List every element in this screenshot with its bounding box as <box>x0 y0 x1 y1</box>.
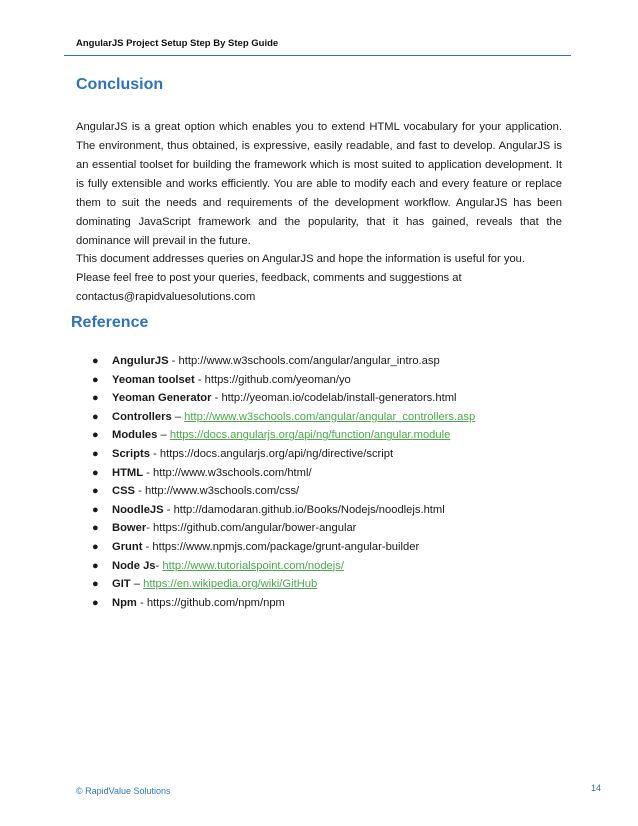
bullet-icon: ● <box>92 578 99 591</box>
list-item <box>92 371 572 390</box>
reference-separator: – <box>171 410 185 423</box>
reference-name: HTML <box>112 466 144 479</box>
reference-url: https://www.npmjs.com/package/grunt-angular-builder <box>152 540 420 553</box>
reference-url: http://www.w3schools.com/html/ <box>153 466 312 479</box>
bullet-icon: ● <box>92 355 99 367</box>
reference-url: https://docs.angularjs.org/api/ng/directive/script <box>159 447 394 460</box>
footer-copyright: © RapidValue Solutions <box>76 786 171 796</box>
contact-line-1: This document addresses queries on AngularJS and hope the information is useful for you. <box>76 253 526 265</box>
reference-name: GIT <box>112 578 131 591</box>
conclusion-heading: Conclusion <box>76 76 164 93</box>
list-item <box>92 482 572 501</box>
list-item <box>92 557 572 576</box>
reference-separator: - <box>194 373 205 386</box>
reference-separator: - <box>149 447 160 460</box>
reference-link[interactable]: http://www.w3schools.com/angular/angular_controllers.asp <box>184 410 476 423</box>
conclusion-paragraph: AngularJS is a great option which enables you to extend HTML vocabulary for your application. The environment, thus obtained, is expressive, easily readable, and fast to develop. AngularJS is an essential toolset for building the framework which is most suited to application development. It is fully extensible and works efficiently. You are able to modify each and every feature or replace them to suit the needs and requirements of the development workflow. AngularJS has been dominating JavaScript framework and the popularity, that it has gained, reveals that the dominance will prevail in the future. <box>76 121 562 247</box>
bullet-icon: ● <box>92 522 99 535</box>
reference-name: AngulurJS <box>112 355 169 367</box>
bullet-icon: ● <box>92 447 99 460</box>
bullet-icon: ● <box>92 596 99 609</box>
list-item <box>92 538 572 557</box>
reference-name: Scripts <box>112 447 150 460</box>
bullet-icon: ● <box>92 410 99 423</box>
reference-name: Node Js <box>112 559 156 572</box>
reference-name: Grunt <box>112 540 143 553</box>
bullet-icon: ● <box>92 373 99 386</box>
running-header: AngularJS Project Setup Step By Step Guide <box>76 38 279 49</box>
reference-link[interactable]: https://docs.angularjs.org/api/ng/function/angular.module <box>169 429 451 442</box>
list-item <box>92 575 572 594</box>
reference-separator: - <box>211 392 222 405</box>
reference-separator: - <box>155 559 163 572</box>
page-number: 14 <box>591 783 602 793</box>
reference-separator: - <box>135 485 145 498</box>
reference-name: Npm <box>112 596 137 609</box>
reference-list <box>92 352 572 612</box>
list-item <box>92 501 572 520</box>
reference-heading: Reference <box>71 314 149 331</box>
list-item <box>92 464 572 483</box>
reference-url: https://github.com/npm/npm <box>146 596 285 609</box>
list-item <box>92 389 572 408</box>
reference-name: Yeoman Generator <box>112 392 212 405</box>
list-item <box>92 594 572 613</box>
contact-paragraph <box>76 250 562 307</box>
list-item <box>92 408 572 427</box>
reference-url: http://damodaran.github.io/Books/Nodejs/noodlejs.html <box>173 503 445 516</box>
bullet-icon: ● <box>92 540 99 553</box>
list-item <box>92 519 572 538</box>
reference-url: http://www.w3schools.com/css/ <box>144 485 300 498</box>
list-item <box>92 352 572 371</box>
reference-separator: – <box>130 578 144 591</box>
bullet-icon: ● <box>92 485 99 498</box>
reference-separator: - <box>163 503 174 516</box>
bullet-icon: ● <box>92 559 99 572</box>
bullet-icon: ● <box>92 429 99 442</box>
contact-line-2: Please feel free to post your queries, feedback, comments and suggestions at <box>76 272 462 284</box>
bullet-icon: ● <box>92 392 99 405</box>
reference-name: Controllers <box>112 410 172 423</box>
list-item <box>92 445 572 464</box>
reference-separator: - <box>168 355 179 367</box>
list-item <box>92 426 572 445</box>
bullet-icon: ● <box>92 503 99 516</box>
reference-separator: - <box>146 522 154 535</box>
reference-separator: - <box>136 596 147 609</box>
reference-name: Yeoman toolset <box>112 373 195 386</box>
reference-name: NoodleJS <box>112 503 164 516</box>
bullet-icon: ● <box>92 466 99 479</box>
reference-link[interactable]: http://www.tutorialspoint.com/nodejs/ <box>162 559 344 572</box>
reference-separator: – <box>157 429 170 442</box>
reference-url: https://github.com/yeoman/yo <box>204 373 351 386</box>
contact-email: contactus@rapidvaluesolutions.com <box>76 291 256 303</box>
reference-link[interactable]: https://en.wikipedia.org/wiki/GitHub <box>143 578 318 591</box>
reference-name: Bower <box>112 522 147 535</box>
reference-url: http://www.w3schools.com/angular/angular_intro.asp <box>178 355 440 367</box>
reference-name: Modules <box>112 429 158 442</box>
reference-url: http://yeoman.io/codelab/install-generators.html <box>221 392 457 405</box>
reference-url: https://github.com/angular/bower-angular <box>153 522 357 535</box>
reference-separator: - <box>143 466 154 479</box>
reference-name: CSS <box>112 485 136 498</box>
reference-separator: - <box>142 540 153 553</box>
header-rule <box>64 55 571 56</box>
